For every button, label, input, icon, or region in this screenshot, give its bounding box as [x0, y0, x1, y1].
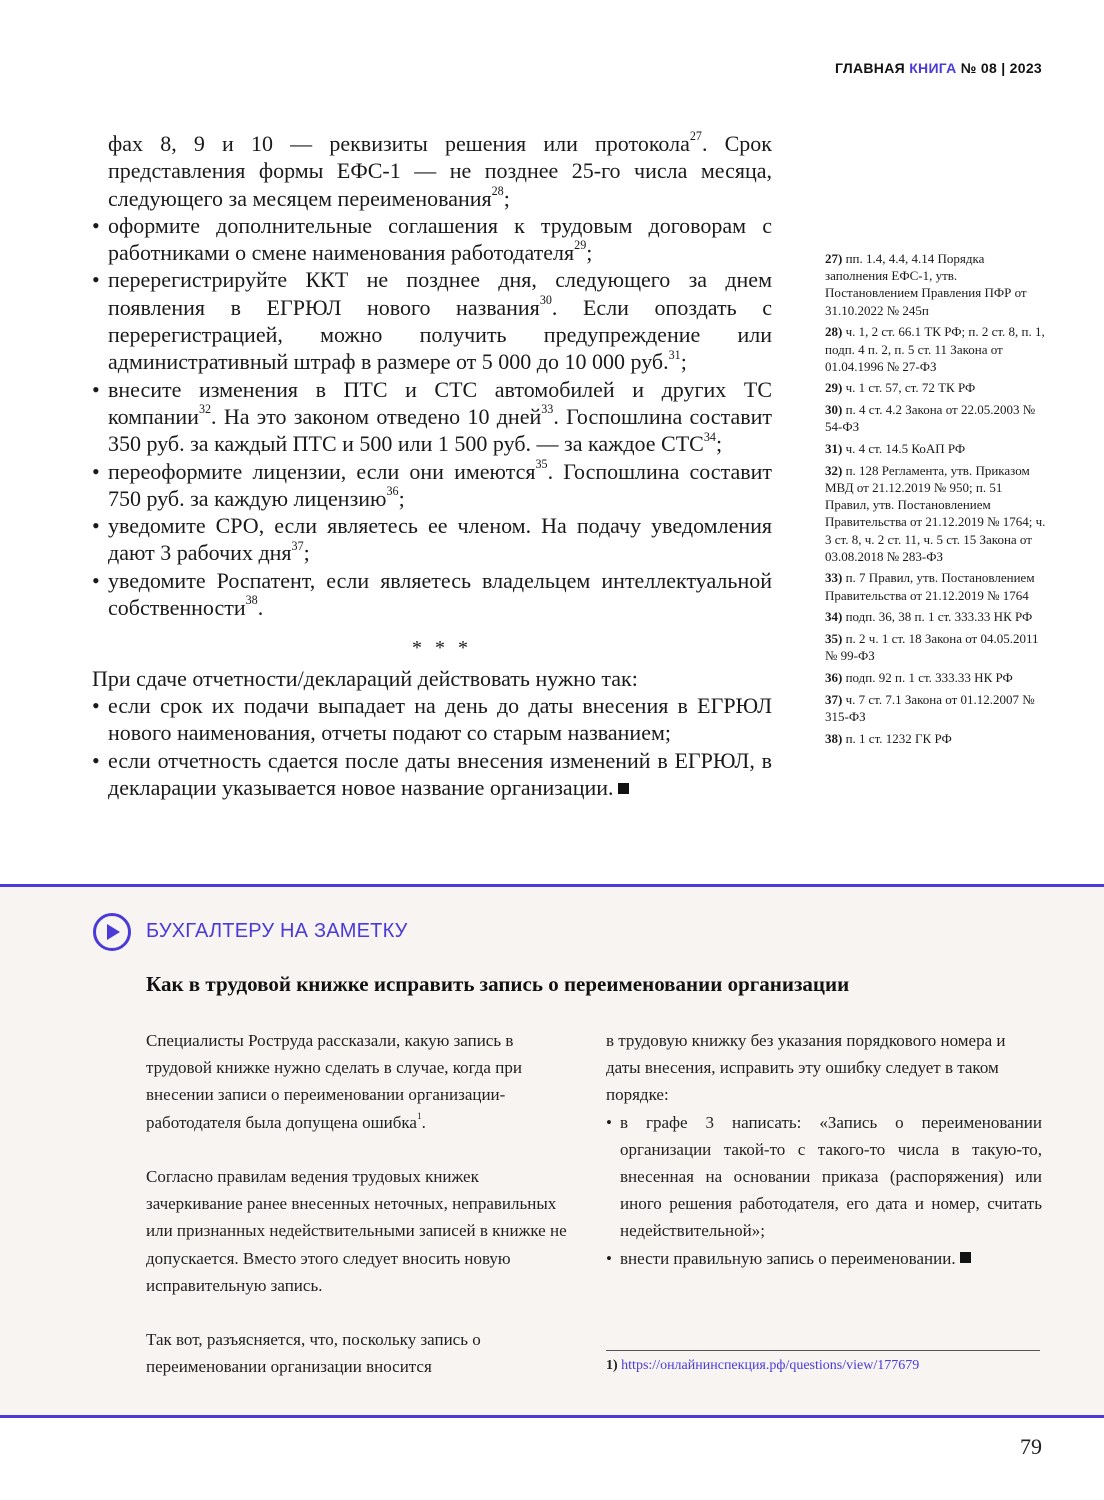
footnote: 28) ч. 1, 2 ст. 66.1 ТК РФ; п. 2 ст. 8, п. 1, подп. 4 п. 2, п. 5 ст. 11 Закона от 01.04.1996 № 27-ФЗ — [825, 324, 1045, 374]
box-left-column — [146, 1027, 576, 1381]
list-item: • оформите дополнительные соглашения к трудовым договорам с работниками о смене наименования работодателя$^{29}$; — [92, 212, 772, 267]
footnote: 33) п. 7 Правил, утв. Постановлением Правительства от 21.12.2019 № 1764 — [825, 570, 1035, 603]
footnote: 34) подп. 36, 38 п. 1 ст. 333.33 НК РФ — [825, 609, 1033, 625]
magazine-name-accent: КНИГА — [909, 60, 957, 76]
box-label: БУХГАЛТЕРУ НА ЗАМЕТКУ — [146, 920, 408, 942]
footnote-divider — [606, 1350, 1040, 1351]
footnotes-sidebar — [825, 250, 1050, 751]
footnote: 38) п. 1 ст. 1232 ГК РФ — [825, 730, 952, 746]
list-item: • уведомите СРО, если являетесь ее членом. На подачу уведомления дают 3 рабочих дня$^{37}$; — [92, 512, 772, 567]
section-divider: * * * — [412, 637, 472, 660]
list-item: • переоформите лицензии, если они имеются$^{35}$. Госпошлина составит 750 руб. за каждую лицензию$^{36}$; — [92, 458, 772, 513]
footnote: 29) ч. 1 ст. 57, ст. 72 ТК РФ — [825, 380, 976, 396]
action-list — [92, 212, 772, 621]
list-item: • уведомите Роспатент, если являетесь владельцем интеллектуальной собственности$^{38}$. — [92, 567, 772, 622]
footnote: 27) пп. 1.4, 4.4, 4.14 Порядка заполнения ЕФС-1, утв. Постановлением Правления ПФР от 31.10.2022 № 245п — [825, 251, 1027, 318]
footnote: 37) ч. 7 ст. 7.1 Закона от 01.12.2007 № 315-ФЗ — [825, 691, 1035, 724]
reporting-lead: При сдаче отчетности/деклараций действовать нужно так: — [92, 665, 638, 691]
box-paragraph: в трудовую книжку без указания порядкового номера и даты внесения, исправить эту ошибку следует в таком порядке: — [606, 1031, 1006, 1105]
list-item: • перерегистрируйте ККТ не позднее дня, следующего за днем появления в ЕГРЮЛ нового названия$^{30}$. Если опоздать с перерегистрацией, можно получить предупреждение или административный штраф в размере от 5 000 до 10 000 руб.$^{31}$; — [92, 266, 772, 375]
end-mark — [960, 1252, 971, 1263]
footnote: 30) п. 4 ст. 4.2 Закона от 22.05.2003 № 54-ФЗ — [825, 402, 1036, 435]
source-link[interactable]: https://онлайнинспекция.рф/questions/view/177679 — [621, 1358, 920, 1373]
box-title: Как в трудовой книжке исправить запись о переименовании организации — [146, 972, 850, 996]
box-footnote: 1) https://онлайнинспекция.рф/questions/view/177679 — [606, 1358, 920, 1373]
box-paragraph: Согласно правилам ведения трудовых книжек зачеркивание ранее внесенных неточных, неправильных или признанных недействительными записей в книжке не допускается. Вместо этого следует вносить новую исправительную запись. — [146, 1167, 567, 1295]
list-item: • внести правильную запись о переименовании. — [606, 1245, 1042, 1272]
list-item: • если срок их подачи выпадает на день до даты внесения в ЕГРЮЛ нового наименования, отчеты подают со старым названием; — [92, 692, 772, 747]
page-number: 79 — [1020, 1434, 1042, 1459]
list-item: • в графе 3 написать: «Запись о переименовании организации такой-то с такого-то числа в такую-то, внесенная на основании приказа (распоряжения) или иного решения работодателя, его дата и номер, считать недействительной»; — [606, 1109, 1042, 1245]
footnote: 32) п. 128 Регламента, утв. Приказом МВД от 21.12.2019 № 950; п. 51 Правил, утв. Постановлением Правительства от 21.12.2019 № 1764; ч. 3 ст. 8, ч. 2 ст. 11, ч. 5 ст. 15 Закона от 03.08.2018 № 283-ФЗ — [825, 462, 1046, 564]
box-paragraph: Так вот, разъясняется, что, поскольку запись о переименовании организации вносится — [146, 1330, 481, 1377]
footnote: 35) п. 2 ч. 1 ст. 18 Закона от 04.05.2011 № 99-ФЗ — [825, 631, 1039, 664]
intro-paragraph: фах 8, 9 и 10 — реквизиты решения или протокола$^{27}$. Срок представления формы ЕФС-1 — не позднее 25-го числа месяца, следующего за месяцем переименования$^{28}$; — [108, 129, 772, 211]
correction-steps — [606, 1109, 1042, 1272]
end-mark — [618, 783, 629, 794]
list-item: • внесите изменения в ПТС и СТС автомобилей и других ТС компании$^{32}$. На это законом отведено 10 дней$^{33}$. Госпошлина составит 350 руб. за каждый ПТС и 500 или 1 500 руб. — за каждое СТС$^{34}$; — [92, 376, 772, 458]
footnote: 31) ч. 4 ст. 14.5 КоАП РФ — [825, 441, 966, 457]
list-item: • если отчетность сдается после даты внесения изменений в ЕГРЮЛ, в декларации указывается новое название организации. — [92, 747, 772, 802]
issue-number: № 08 | 2023 — [960, 60, 1042, 76]
box-paragraph: Специалисты Роструда рассказали, какую запись в трудовой книжке нужно сделать в случае, когда при внесении записи о переименовании организации-работодателя была допущена ошибка$^1$. — [146, 1031, 522, 1132]
reporting-list — [92, 692, 772, 801]
main-text — [92, 130, 772, 801]
magazine-name: ГЛАВНАЯ — [834, 60, 905, 76]
box-right-column — [606, 1027, 1042, 1272]
play-icon — [92, 912, 132, 952]
magazine-header — [835, 60, 1042, 76]
footnote: 36) подп. 92 п. 1 ст. 333.33 НК РФ — [825, 669, 1013, 685]
